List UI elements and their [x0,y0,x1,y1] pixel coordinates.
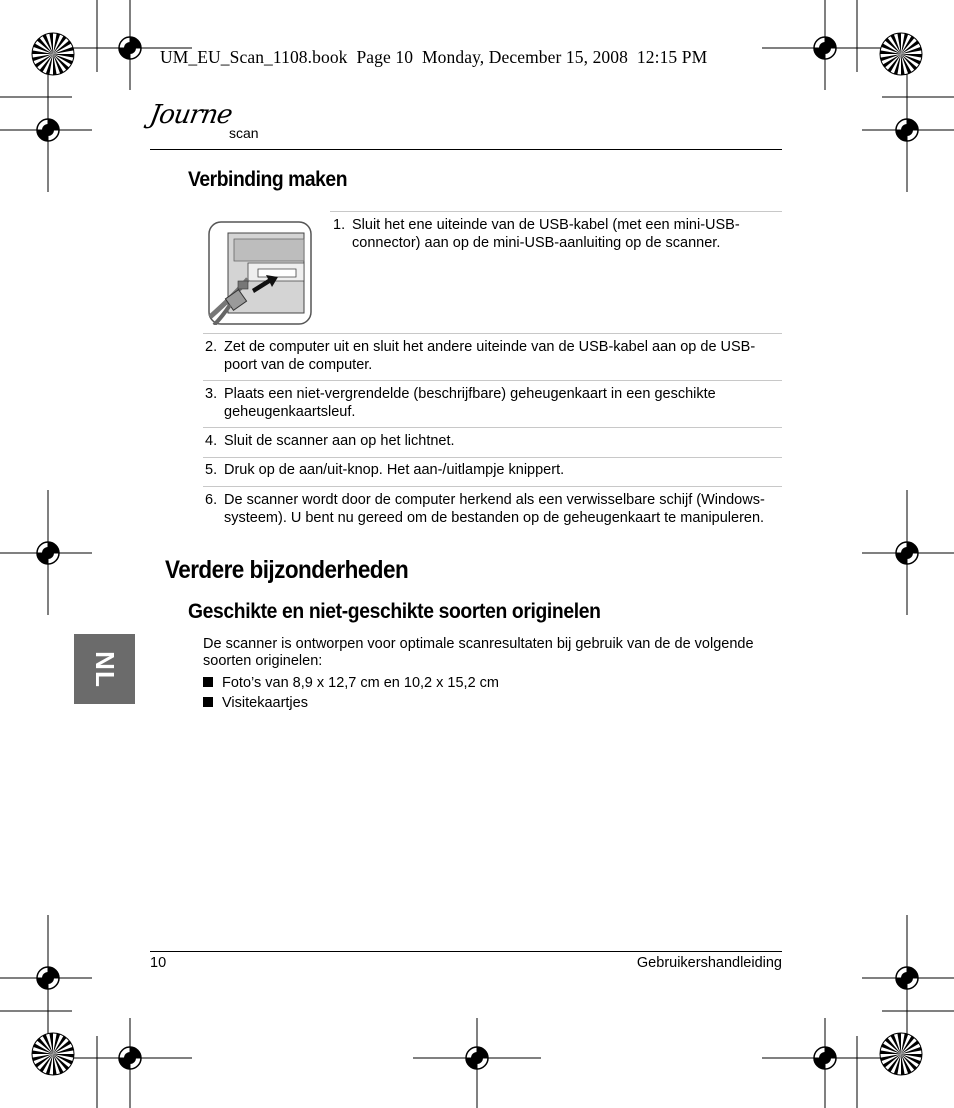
language-tab-label: NL [89,650,120,688]
header-rule [150,149,782,150]
bullet-square-icon [203,677,213,687]
section-title-verbinding: Verbinding maken [188,168,348,191]
page-number: 10 [150,955,167,971]
logo-script: Journe [147,100,235,130]
step-divider [203,427,782,428]
subsection-title-geschikte: Geschikte en niet-geschikte soorten originelen [188,600,601,623]
step-number: 6. [205,492,218,508]
step-divider [330,211,782,212]
bullet-text: Visitekaartjes [222,695,308,711]
step-text: De scanner wordt door de computer herkend als een verwisselbare schijf (Windows-systeem). U bent nu gereed om de bestanden op de geheugenkaart te manipuleren. [224,492,765,526]
step-text: Druk op de aan/uit-knop. Het aan-/uitlampje knippert. [224,462,565,478]
step-divider [203,486,782,487]
logo-word: scan [229,125,259,141]
book-header-line: UM_EU_Scan_1108.book Page 10 Monday, December 15, 2008 12:15 PM [160,47,708,67]
intro-paragraph: De scanner is ontworpen voor optimale scanresultaten bij gebruik van de de volgende soorten originelen: [203,636,754,669]
list-item [203,675,499,692]
step-text: Sluit de scanner aan op het lichtnet. [224,433,455,449]
bullet-text: Foto’s van 8,9 x 12,7 cm en 10,2 x 15,2 cm [222,675,499,691]
step-text: Sluit het ene uiteinde van de USB-kabel (met een mini-USB-connector) aan op de mini-USB-aanluiting op de scanner. [352,217,740,251]
step-number: 1. [333,217,346,233]
step-text: Zet de computer uit en sluit het andere uiteinde van de USB-kabel aan op de USB-poort van de computer. [224,339,756,373]
section-title-verdere: Verdere bijzonderheden [165,556,409,584]
usb-cable-scanner-illustration [208,221,312,325]
step-divider [203,380,782,381]
step-divider [203,333,782,334]
step-number: 3. [205,386,218,402]
footer-title: Gebruikershandleiding [636,955,782,971]
step-number: 2. [205,339,218,355]
footer-rule [150,951,782,952]
list-item [203,695,308,712]
step-number: 4. [205,433,218,449]
step-text: Plaats een niet-vergrendelde (beschrijfbare) geheugenkaart in een geschikte geheugenkaartsleuf. [224,386,716,420]
step-divider [203,457,782,458]
registration-mark-icon [119,37,141,59]
starburst-target-icon [32,33,74,75]
bullet-square-icon [203,697,213,707]
language-side-tab [74,634,135,704]
step-number: 5. [205,462,218,478]
